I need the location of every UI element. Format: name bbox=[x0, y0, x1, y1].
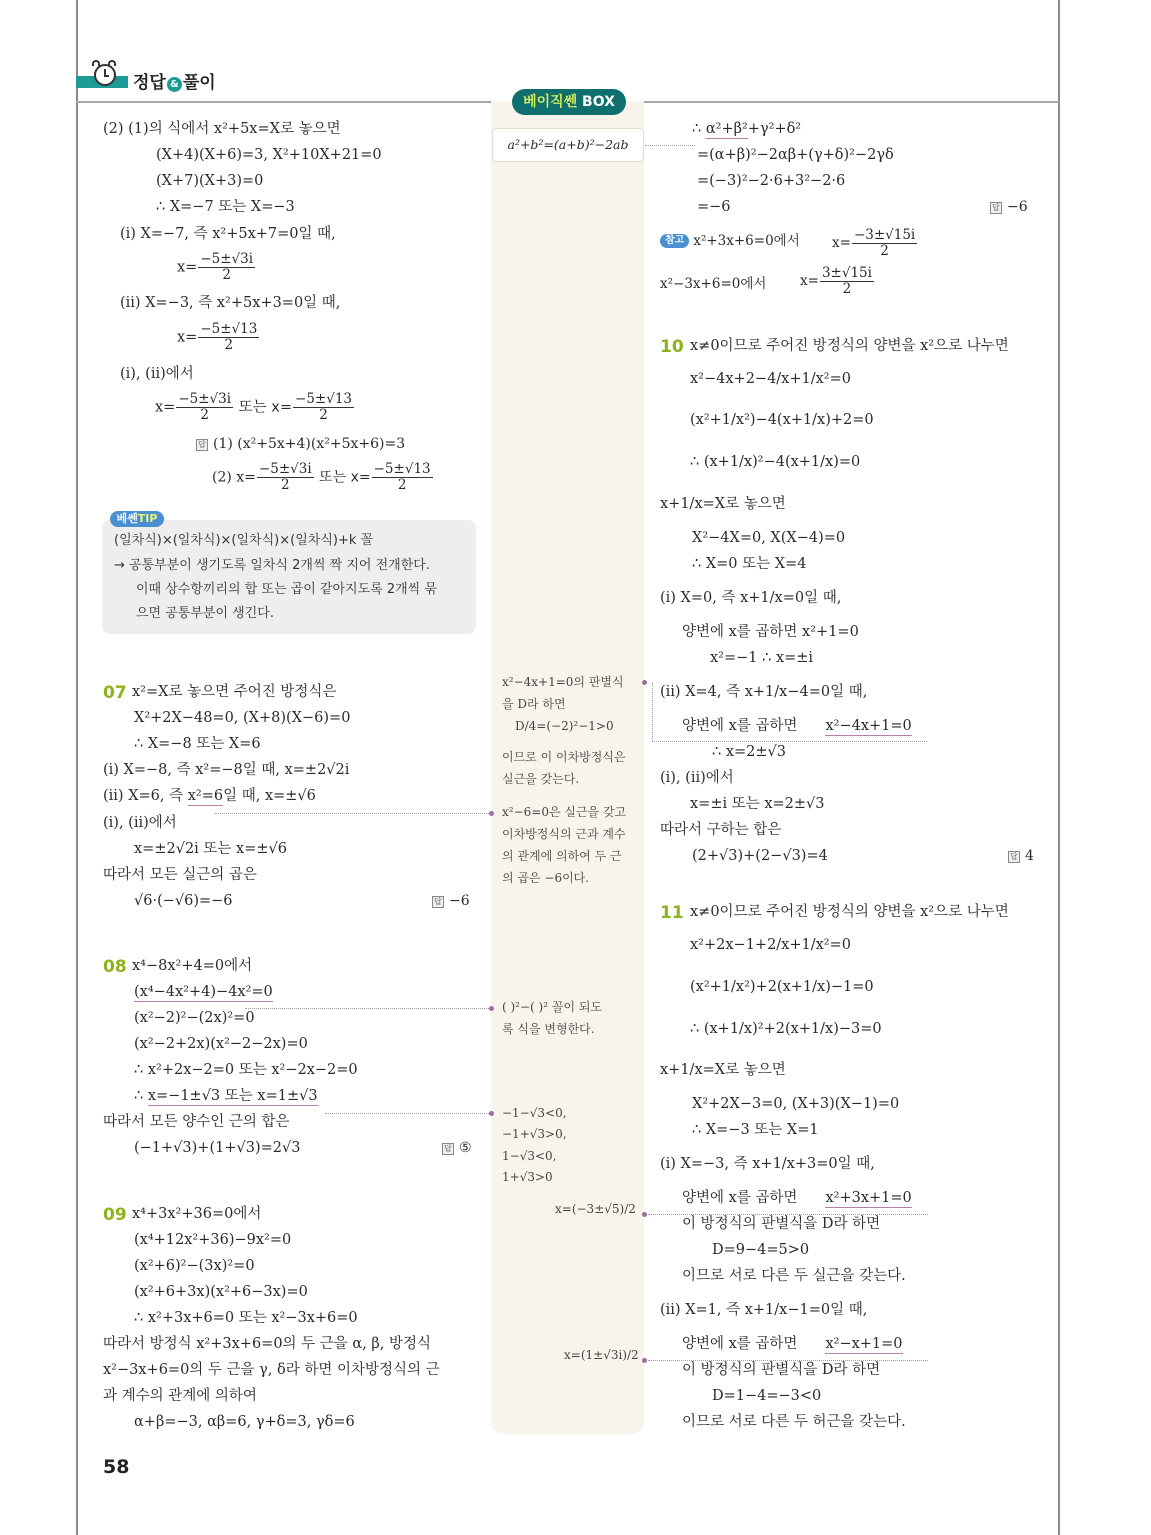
numerator: −5±√13 bbox=[295, 391, 353, 407]
side-note-root: x=(−3±√5)/2 bbox=[555, 1202, 636, 1216]
q11-line bbox=[682, 1336, 903, 1353]
answer-text: (1) (x²+5x+4)(x²+5x+6)=3 bbox=[213, 436, 406, 452]
tip-label-en: TIP bbox=[137, 512, 158, 525]
lhs: x= bbox=[177, 329, 198, 346]
q08-line: 따라서 모든 양수인 근의 합은 bbox=[103, 1114, 290, 1130]
q09-line: (x²+6)²−(3x)²=0 bbox=[134, 1258, 255, 1274]
fraction bbox=[852, 228, 917, 259]
page-title bbox=[133, 68, 216, 93]
q11-line: (x²+1/x²)+2(x+1/x)−1=0 bbox=[690, 979, 874, 995]
numerator: −5±√13 bbox=[200, 321, 258, 337]
side-note-line: x²−6=0은 실근을 갖고 bbox=[502, 805, 627, 819]
leader-line bbox=[648, 1360, 928, 1361]
q07-line: (i), (ii)에서 bbox=[103, 815, 177, 831]
underlined-expr: x²−x+1=0 bbox=[825, 1336, 903, 1352]
problem-number-11: 11 bbox=[660, 903, 684, 923]
q10-line: (2+√3)+(2−√3)=4 bbox=[692, 848, 828, 864]
title-part-answer: 정답 bbox=[133, 73, 166, 93]
answer-text: ⑤ bbox=[459, 1140, 472, 1156]
underlined-expr: (x⁴−4x²+4)−4x²=0 bbox=[134, 984, 273, 1000]
q07-line: (i) X=−8, 즉 x²=−8일 때, x=±2√2i bbox=[103, 762, 350, 778]
p2-root1 bbox=[177, 252, 256, 283]
lhs: x= bbox=[177, 259, 198, 276]
answer-text: −6 bbox=[449, 893, 470, 909]
q09-line: ∴ x²+3x+6=0 또는 x²−3x+6=0 bbox=[134, 1310, 358, 1326]
fraction bbox=[198, 322, 259, 353]
fraction bbox=[257, 462, 314, 493]
q09-line: x⁴+3x²+36=0에서 bbox=[132, 1206, 262, 1222]
answer-icon: 답 bbox=[1008, 851, 1020, 863]
underlined-expr: x²−4x+1=0 bbox=[825, 718, 912, 734]
numerator: −5±√3i bbox=[200, 251, 254, 267]
lhs: x= bbox=[832, 234, 851, 251]
ampersand-badge: & bbox=[167, 77, 182, 92]
side-note-line: 이차방정식의 근과 계수 bbox=[502, 827, 626, 841]
tip-label-kr: 베쎈 bbox=[116, 512, 138, 525]
side-note-line: ( )²−( )² 꼴이 되도 bbox=[502, 1000, 603, 1014]
q11-line: ∴ X=−3 또는 X=1 bbox=[692, 1122, 819, 1138]
leader-line bbox=[215, 813, 493, 814]
q11-line: D=1−4=−3<0 bbox=[712, 1388, 822, 1404]
q11-line: 이므로 서로 다른 두 실근을 갖는다. bbox=[682, 1268, 906, 1284]
side-note-line: 1−√3<0, bbox=[502, 1149, 557, 1163]
q11-line: x+1/x=X로 놓으면 bbox=[660, 1062, 786, 1078]
reference-line: x²−3x+6=0에서 bbox=[660, 276, 767, 292]
side-note-line: −1−√3<0, bbox=[502, 1106, 567, 1120]
q09-line: (x⁴+12x²+36)−9x²=0 bbox=[134, 1232, 292, 1248]
q07-line: X²+2X−48=0, (X+8)(X−6)=0 bbox=[134, 710, 351, 726]
q10-line: (ii) X=4, 즉 x+1/x−4=0일 때, bbox=[660, 684, 868, 700]
denominator: 2 bbox=[319, 406, 328, 423]
text: (ii) X=6, 즉 bbox=[103, 788, 188, 804]
q11-line: (ii) X=1, 즉 x+1/x−1=0일 때, bbox=[660, 1302, 868, 1318]
q11-line: X²+2X−3=0, (X+3)(X−1)=0 bbox=[692, 1096, 900, 1112]
q10-line: (x²+1/x²)−4(x+1/x)+2=0 bbox=[690, 412, 874, 428]
leader-dot bbox=[642, 1212, 647, 1217]
leader-line bbox=[325, 1113, 493, 1114]
answer-text: 4 bbox=[1025, 848, 1034, 864]
q09-cont-line: =(α+β)²−2αβ+(γ+δ)²−2γδ bbox=[697, 147, 894, 163]
q09-line: (x²+6+3x)(x²+6−3x)=0 bbox=[134, 1284, 308, 1300]
leader-dot bbox=[642, 1358, 647, 1363]
p2-line: (X+4)(X+6)=3, X²+10X+21=0 bbox=[156, 147, 382, 163]
q10-line: 양변에 x를 곱하면 x²+1=0 bbox=[682, 624, 859, 640]
q11-line: 이 방정식의 판별식을 D라 하면 bbox=[682, 1216, 881, 1232]
q09-cont-line bbox=[692, 121, 801, 138]
denominator: 2 bbox=[224, 336, 234, 353]
answer-icon: 답 bbox=[990, 202, 1002, 214]
lhs: x= bbox=[800, 272, 819, 289]
fraction bbox=[372, 462, 433, 493]
alarm-clock-icon bbox=[94, 64, 116, 86]
fraction bbox=[293, 392, 354, 423]
or-text: 또는 x= bbox=[314, 469, 371, 486]
or-text: 또는 x= bbox=[234, 399, 293, 416]
q08-line: ∴ x²+2x−2=0 또는 x²−2x−2=0 bbox=[134, 1062, 358, 1078]
q10-line: x≠0이므로 주어진 방정식의 양변을 x²으로 나누면 bbox=[690, 338, 1009, 354]
p2-line: (2) (1)의 식에서 x²+5x=X로 놓으면 bbox=[103, 121, 341, 137]
p2-answer-2 bbox=[212, 462, 434, 493]
formula-card: a²+b²=(a+b)²−2ab bbox=[492, 128, 644, 162]
q11-line: ∴ (x+1/x)²+2(x+1/x)−3=0 bbox=[690, 1021, 882, 1037]
denominator: 2 bbox=[222, 266, 231, 283]
problem-number-10: 10 bbox=[660, 337, 684, 357]
p2-line: (i) X=−7, 즉 x²+5x+7=0일 때, bbox=[120, 226, 336, 242]
q10-line: x+1/x=X로 놓으면 bbox=[660, 496, 786, 512]
numerator: −5±√13 bbox=[373, 461, 431, 477]
q10-line: (i), (ii)에서 bbox=[660, 770, 734, 786]
p2-line: (i), (ii)에서 bbox=[120, 366, 194, 382]
numerator: −5±√3i bbox=[258, 461, 312, 477]
title-part-solution: 풀이 bbox=[182, 73, 216, 93]
ref-equation: x²+3x+6=0에서 bbox=[693, 233, 800, 249]
leader-line bbox=[645, 145, 695, 146]
denominator: 2 bbox=[842, 280, 852, 297]
p2-line: (ii) X=−3, 즉 x²+5x+3=0일 때, bbox=[120, 295, 341, 311]
side-note-line: 이므로 이 이차방정식은 bbox=[502, 750, 626, 764]
leader-dot bbox=[489, 1006, 494, 1011]
side-note-root: x=(1±√3i)/2 bbox=[564, 1348, 639, 1362]
q09-line: 따라서 방정식 x²+3x+6=0의 두 근을 α, β, 방정식 bbox=[103, 1336, 432, 1352]
q08-line: x⁴−8x²+4=0에서 bbox=[132, 958, 253, 974]
text: 양변에 x를 곱하면 bbox=[682, 718, 798, 734]
numerator: 3±√15i bbox=[821, 265, 872, 281]
q10-line: (i) X=0, 즉 x+1/x=0일 때, bbox=[660, 590, 842, 606]
q10-line: ∴ x=2±√3 bbox=[712, 744, 787, 760]
answer-icon: 답 bbox=[442, 1143, 454, 1155]
underlined-expr: x=−1±√3 또는 x=1±√3 bbox=[147, 1088, 318, 1104]
badge-en: BOX bbox=[582, 94, 615, 110]
denominator: 2 bbox=[397, 476, 407, 493]
q09-line: x²−3x+6=0의 두 근을 γ, δ라 하면 이차방정식의 근 bbox=[103, 1362, 440, 1378]
q10-line: X²−4X=0, X(X−4)=0 bbox=[692, 530, 846, 546]
q11-line bbox=[682, 1190, 912, 1207]
text: 일 때, x=±√6 bbox=[223, 788, 316, 804]
leader-dot bbox=[489, 1111, 494, 1116]
q09-cont-line: =(−3)²−2·6+3²−2·6 bbox=[697, 173, 846, 189]
leader-line bbox=[648, 1214, 928, 1215]
q10-line: x=±i 또는 x=2±√3 bbox=[690, 796, 825, 812]
q07-line: ∴ X=−8 또는 X=6 bbox=[134, 736, 261, 752]
tip-label bbox=[110, 511, 164, 527]
leader-dot bbox=[489, 811, 494, 816]
answer-icon: 답 bbox=[432, 896, 444, 908]
problem-number-08: 08 bbox=[103, 957, 127, 977]
reference-root bbox=[832, 228, 918, 259]
leader-line bbox=[652, 683, 653, 741]
side-note-line: 의 관계에 의하여 두 근 bbox=[502, 849, 622, 863]
q09-line: α+β=−3, αβ=6, γ+δ=3, γδ=6 bbox=[134, 1414, 355, 1430]
page-number: 58 bbox=[103, 1456, 130, 1478]
q07-line bbox=[103, 788, 316, 805]
q09-line: 과 계수의 관계에 의하여 bbox=[103, 1388, 257, 1404]
numerator: −3±√15i bbox=[853, 227, 916, 243]
q08-line bbox=[134, 1088, 318, 1105]
q09-answer bbox=[990, 199, 1028, 216]
q07-line: x²=X로 놓으면 주어진 방정식은 bbox=[132, 684, 337, 700]
numerator: −5±√3i bbox=[178, 391, 232, 407]
p2-combined bbox=[155, 392, 355, 423]
side-note-line: 실근을 갖는다. bbox=[502, 772, 580, 786]
page-left-border bbox=[76, 0, 78, 1535]
q11-line: D=9−4=5>0 bbox=[712, 1242, 810, 1258]
answer-prefix: (2) x= bbox=[212, 469, 256, 486]
q07-line: √6·(−√6)=−6 bbox=[134, 893, 233, 909]
q08-answer bbox=[442, 1140, 472, 1157]
header-accent-bar bbox=[118, 76, 128, 88]
tip-line: 이때 상수항끼리의 합 또는 곱이 같아지도록 2개씩 묶 bbox=[136, 582, 437, 597]
q10-answer bbox=[1008, 848, 1034, 865]
leader-line bbox=[652, 741, 927, 742]
page-right-border bbox=[1058, 0, 1060, 1535]
tip-line: (일차식)×(일차식)×(일차식)×(일차식)+k 꼴 bbox=[114, 533, 374, 548]
tip-line: → 공통부분이 생기도록 일차식 2개씩 짝 지어 전개한다. bbox=[114, 558, 430, 573]
p2-line: (X+7)(X+3)=0 bbox=[156, 173, 264, 189]
side-note-line: 1+√3>0 bbox=[502, 1170, 553, 1184]
text: +γ²+δ² bbox=[747, 121, 802, 137]
reference-root bbox=[800, 266, 875, 297]
tip-line: 으면 공통부분이 생긴다. bbox=[136, 606, 274, 621]
q08-line: (x²−2+2x)(x²−2−2x)=0 bbox=[134, 1036, 308, 1052]
q10-line: x²−4x+2−4/x+1/x²=0 bbox=[690, 371, 851, 387]
underlined-expr: x²+3x+1=0 bbox=[825, 1190, 912, 1206]
q10-line: x²=−1 ∴ x=±i bbox=[710, 650, 814, 666]
reference-badge: 참고 bbox=[660, 234, 689, 248]
basic-box-column bbox=[491, 101, 644, 1434]
leader-line bbox=[245, 1008, 493, 1009]
q07-line: 따라서 모든 실근의 곱은 bbox=[103, 867, 257, 883]
fraction bbox=[198, 252, 255, 283]
q08-line: (x²−2)²−(2x)²=0 bbox=[134, 1010, 255, 1026]
side-note-line: x²−4x+1=0의 판별식 bbox=[502, 675, 624, 689]
q08-line bbox=[134, 984, 273, 1001]
leader-dot bbox=[642, 680, 647, 685]
denominator: 2 bbox=[880, 242, 889, 259]
reference-line bbox=[660, 233, 800, 249]
lhs: x= bbox=[155, 399, 176, 416]
fraction bbox=[820, 266, 874, 297]
fraction bbox=[176, 392, 233, 423]
basic-box-badge bbox=[512, 89, 626, 115]
q07-line: x=±2√2i 또는 x=±√6 bbox=[134, 841, 287, 857]
q10-line: ∴ X=0 또는 X=4 bbox=[692, 556, 807, 572]
p2-line: ∴ X=−7 또는 X=−3 bbox=[156, 199, 295, 215]
q07-answer bbox=[432, 893, 470, 910]
text: 양변에 x를 곱하면 bbox=[682, 1336, 798, 1352]
q08-line: (−1+√3)+(1+√3)=2√3 bbox=[134, 1140, 301, 1156]
q10-line bbox=[682, 718, 912, 735]
badge-kr: 베이직쎈 bbox=[523, 94, 578, 110]
answer-text: −6 bbox=[1007, 199, 1028, 215]
side-note-line: D/4=(−2)²−1>0 bbox=[515, 719, 614, 733]
problem-number-09: 09 bbox=[103, 1205, 127, 1225]
answer-icon: 답 bbox=[196, 439, 208, 451]
q10-line: 따라서 구하는 합은 bbox=[660, 822, 782, 838]
side-note-line: 을 D라 하면 bbox=[502, 697, 566, 711]
text: ∴ bbox=[134, 1088, 148, 1104]
q10-line: ∴ (x+1/x)²−4(x+1/x)=0 bbox=[690, 454, 861, 470]
q11-line: x²+2x−1+2/x+1/x²=0 bbox=[690, 937, 851, 953]
q11-line: x≠0이므로 주어진 방정식의 양변을 x²으로 나누면 bbox=[690, 904, 1009, 920]
q11-line: 이 방정식의 판별식을 D라 하면 bbox=[682, 1362, 881, 1378]
denominator: 2 bbox=[280, 476, 290, 493]
side-note-line: 의 곱은 −6이다. bbox=[502, 871, 590, 885]
q11-line: 이므로 서로 다른 두 허근을 갖는다. bbox=[682, 1414, 906, 1430]
q11-line: (i) X=−3, 즉 x+1/x+3=0일 때, bbox=[660, 1156, 875, 1172]
underlined-expr: α²+β² bbox=[705, 121, 748, 137]
text: ∴ bbox=[692, 121, 706, 137]
side-note-line: 록 식을 변형한다. bbox=[502, 1022, 595, 1036]
denominator: 2 bbox=[200, 406, 209, 423]
q09-cont-line: =−6 bbox=[697, 199, 731, 215]
p2-answer-1 bbox=[196, 436, 405, 453]
text: 양변에 x를 곱하면 bbox=[682, 1190, 798, 1206]
side-note-line: −1+√3>0, bbox=[502, 1127, 567, 1141]
underlined-expr: x²=6 bbox=[187, 788, 224, 804]
p2-root2 bbox=[177, 322, 260, 353]
problem-number-07: 07 bbox=[103, 683, 127, 703]
